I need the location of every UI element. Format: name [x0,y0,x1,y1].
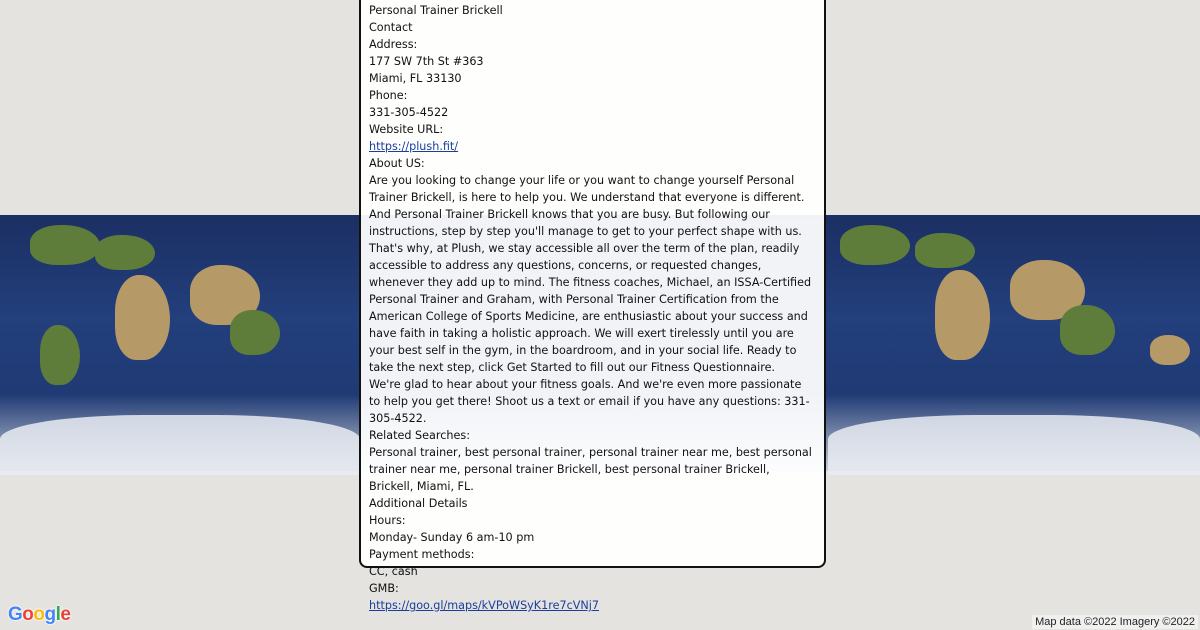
business-title: Personal Trainer Brickell [369,4,503,17]
continent-shape [115,275,170,360]
continent-shape [840,225,910,265]
address-label: Address: [369,38,418,51]
website-label: Website URL: [369,123,444,136]
logo-letter: G [8,604,23,625]
continent-shape [30,225,100,265]
hours-label: Hours: [369,514,406,527]
map-attribution[interactable]: Map data ©2022 Imagery ©2022 [1032,615,1198,629]
additional-details-heading: Additional Details [369,497,468,510]
address-line-1: 177 SW 7th St #363 [369,55,484,68]
logo-letter: l [55,604,61,625]
related-searches-text: Personal trainer, best personal trainer, personal trainer near me, best personal trainer near me, personal trainer Brickell, best personal trainer Brickell, Brickell, Miami, FL. [369,446,812,493]
google-logo[interactable] [8,604,70,626]
payment-label: Payment methods: [369,548,475,561]
continent-shape [1060,305,1115,355]
continent-shape [828,415,1200,475]
continent-shape [230,310,280,355]
continent-shape [40,325,80,385]
continent-shape [95,235,155,270]
continent-shape [915,233,975,268]
logo-letter: o [33,604,45,625]
hours-value: Monday- Sunday 6 am-10 pm [369,531,535,544]
payment-value: CC, cash [369,565,418,578]
continent-shape [0,415,360,475]
about-label: About US: [369,157,425,170]
phone-value: 331-305-4522 [369,106,449,119]
gmb-label: GMB: [369,582,399,595]
continent-shape [935,270,990,360]
website-link[interactable]: https://plush.fit/ [369,140,459,153]
glad-text: We're glad to hear about your fitness goals. And we're even more passionate to help you get there! Shoot us a text or email if you have any questions: 331-305-4522. [369,378,810,425]
gmb-link[interactable]: https://goo.gl/maps/kVPoWSyK1re7cVNj7 [369,599,599,612]
contact-heading: Contact [369,21,413,34]
about-text: Are you looking to change your life or you want to change yourself Personal Trainer Brickell, is here to help you. We understand that everyone is different. And Personal Trainer Brickell knows that you are busy. But following our instructions, step by step you'll manage to get to your perfect shape with us. That's why, at Plush, we stay accessible all over the term of the plan, readily accessible to address any questions, concerns, or requested changes, whenever they add up to mind. The fitness coaches, Michael, an ISSA-Certified Personal Trainer and Graham, with Personal Trainer Certification from the American College of Sports Medicine, are enthusiastic about your success and have faith in taking a holistic approach. We will exert tirelessly until you are your best self in the gym, in the boardroom, and in your social life. Ready to take the next step, click Get Started to fill out our Fitness Questionnaire. [369,174,812,374]
logo-letter: o [22,604,34,625]
address-line-2: Miami, FL 33130 [369,72,462,85]
continent-shape [1150,335,1190,365]
info-window [359,0,826,612]
logo-letter: g [44,604,56,625]
related-searches-label: Related Searches: [369,429,470,442]
logo-letter: e [60,604,71,625]
phone-label: Phone: [369,89,408,102]
